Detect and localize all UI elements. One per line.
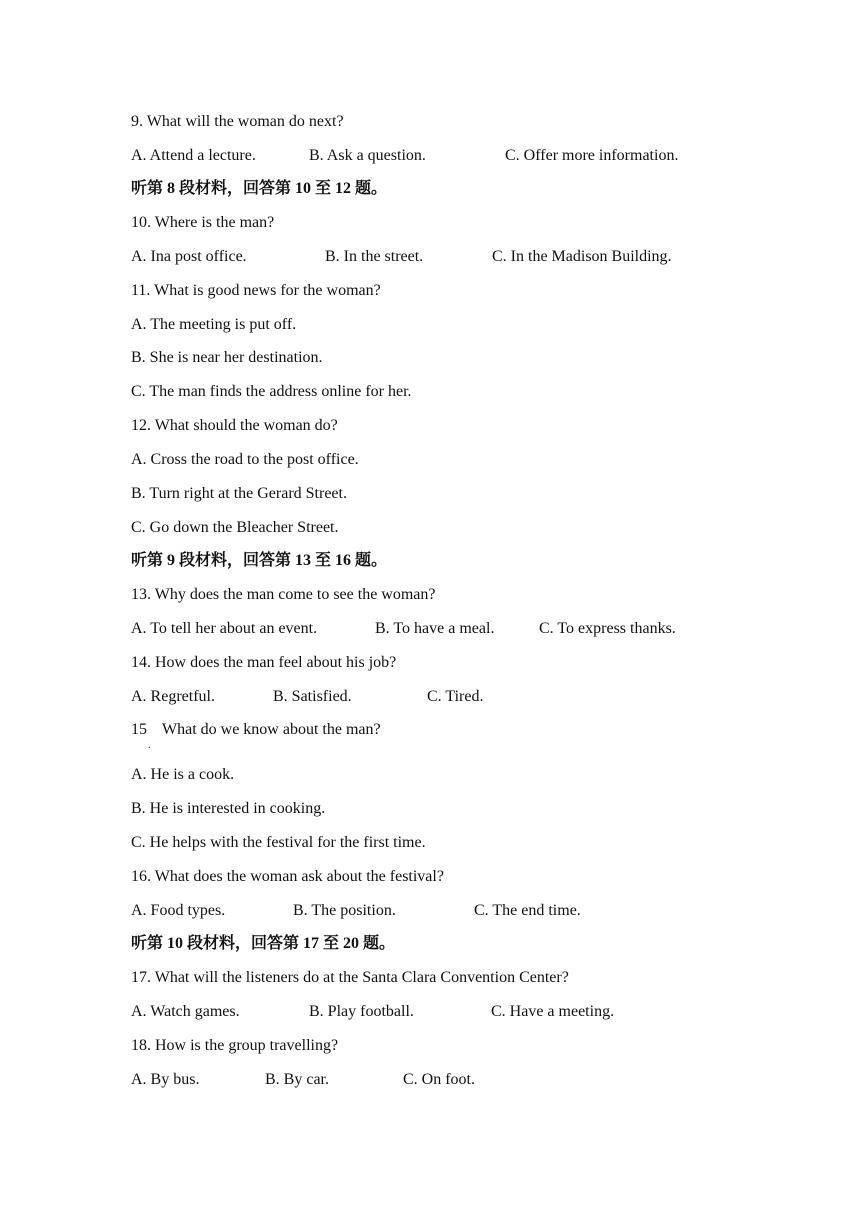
option-a: A. By bus.: [131, 1071, 200, 1088]
option-c: C. The end time.: [474, 902, 581, 919]
option-c: C. Have a meeting.: [491, 1003, 615, 1020]
section-9-heading: 听第 9 段材料，回答第 13 至 16 题。: [131, 552, 388, 569]
option-b: B. The position.: [293, 902, 396, 919]
question-12-option-a: A. Cross the road to the post office.: [131, 451, 359, 468]
question-15-number: 15: [131, 721, 147, 738]
question-10-options: [131, 246, 731, 268]
option-c: C. In the Madison Building.: [492, 248, 672, 265]
question-11-option-c: C. The man finds the address online for her.: [131, 383, 412, 400]
option-b: B. In the street.: [325, 248, 424, 265]
option-b: B. Satisfied.: [273, 688, 352, 705]
question-16-options: [131, 900, 631, 922]
question-11: 11. What is good news for the woman?: [131, 282, 381, 299]
option-a: A. Regretful.: [131, 688, 215, 705]
question-18-options: [131, 1069, 581, 1091]
option-a: A. Food types.: [131, 902, 226, 919]
stray-dot: .: [148, 740, 151, 751]
option-a: A. To tell her about an event.: [131, 620, 318, 637]
question-12-option-c: C. Go down the Bleacher Street.: [131, 519, 339, 536]
question-14: 14. How does the man feel about his job?: [131, 654, 397, 671]
question-17-options: [131, 1001, 681, 1023]
question-11-option-b: B. She is near her destination.: [131, 349, 323, 366]
option-c: C. Offer more information.: [505, 147, 679, 164]
option-c: C. On foot.: [403, 1071, 475, 1088]
question-18: 18. How is the group travelling?: [131, 1037, 339, 1054]
option-b: B. By car.: [265, 1071, 329, 1088]
option-b: B. Ask a question.: [309, 147, 426, 164]
option-c: C. To express thanks.: [539, 620, 676, 637]
question-15-text: What do we know about the man?: [162, 721, 381, 738]
question-12-option-b: B. Turn right at the Gerard Street.: [131, 485, 347, 502]
option-a: A. Watch games.: [131, 1003, 240, 1020]
question-15-option-b: B. He is interested in cooking.: [131, 800, 326, 817]
question-17: 17. What will the listeners do at the Santa Clara Convention Center?: [131, 969, 569, 986]
question-15-option-a: A. He is a cook.: [131, 766, 235, 783]
option-b: B. To have a meal.: [375, 620, 495, 637]
option-a: A. Ina post office.: [131, 248, 247, 265]
question-14-options: [131, 686, 631, 708]
question-16: 16. What does the woman ask about the festival?: [131, 868, 444, 885]
section-8-heading: 听第 8 段材料，回答第 10 至 12 题。: [131, 180, 388, 197]
section-10-heading: 听第 10 段材料，回答第 17 至 20 题。: [131, 935, 396, 952]
question-9-options: [131, 145, 731, 167]
question-11-option-a: A. The meeting is put off.: [131, 316, 297, 333]
option-a: A. Attend a lecture.: [131, 147, 256, 164]
question-15-option-c: C. He helps with the festival for the first time.: [131, 834, 426, 851]
option-b: B. Play football.: [309, 1003, 414, 1020]
question-13: 13. Why does the man come to see the woman?: [131, 586, 436, 603]
option-c: C. Tired.: [427, 688, 484, 705]
question-15: [131, 719, 531, 741]
question-10: 10. Where is the man?: [131, 214, 275, 231]
question-13-options: [131, 618, 731, 640]
question-12: 12. What should the woman do?: [131, 417, 338, 434]
question-9: 9. What will the woman do next?: [131, 113, 344, 130]
